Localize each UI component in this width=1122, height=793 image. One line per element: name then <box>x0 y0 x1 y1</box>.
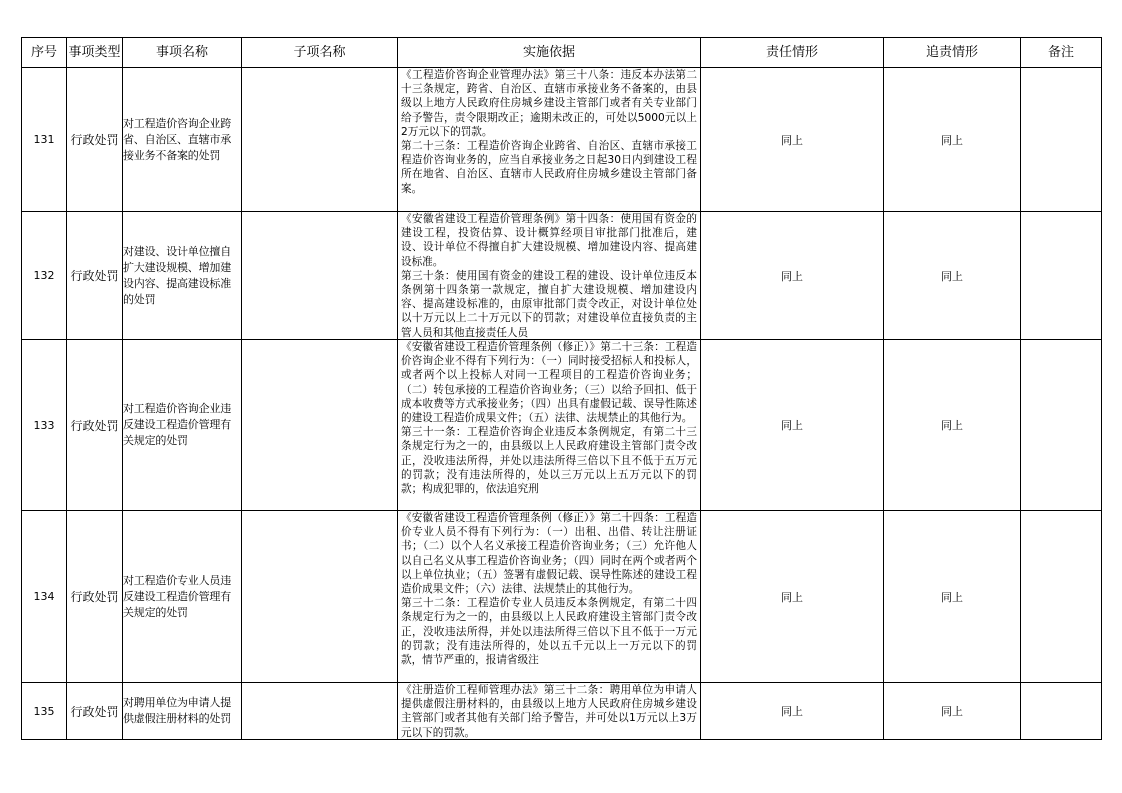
header-account: 追责情形 <box>884 38 1021 68</box>
table-row <box>22 68 1102 212</box>
row-no: 134 <box>22 511 67 683</box>
row-item-name: 对建设、设计单位擅自扩大建设规模、增加建设内容、提高建设标准的处罚 <box>123 212 242 340</box>
row-note <box>1021 68 1102 212</box>
row-account: 同上 <box>884 68 1021 212</box>
row-note <box>1021 511 1102 683</box>
row-no: 132 <box>22 212 67 340</box>
row-sub-name <box>242 683 398 740</box>
row-item-name: 对工程造价专业人员违反建设工程造价管理有关规定的处罚 <box>123 511 242 683</box>
header-sub: 子项名称 <box>242 38 398 68</box>
row-account: 同上 <box>884 212 1021 340</box>
header-name: 事项名称 <box>123 38 242 68</box>
header-basis: 实施依据 <box>398 38 701 68</box>
row-item-name: 对工程造价咨询企业违反建设工程造价管理有关规定的处罚 <box>123 340 242 511</box>
row-basis-cell <box>398 511 701 683</box>
row-account: 同上 <box>884 511 1021 683</box>
row-sub-name <box>242 340 398 511</box>
table-row <box>22 683 1102 740</box>
row-type: 行政处罚 <box>67 68 123 212</box>
row-type: 行政处罚 <box>67 340 123 511</box>
row-duty: 同上 <box>701 212 884 340</box>
row-no: 131 <box>22 68 67 212</box>
row-note <box>1021 683 1102 740</box>
row-no: 133 <box>22 340 67 511</box>
row-sub-name <box>242 511 398 683</box>
table-row <box>22 340 1102 511</box>
row-type: 行政处罚 <box>67 212 123 340</box>
row-note <box>1021 340 1102 511</box>
row-duty: 同上 <box>701 683 884 740</box>
table-row <box>22 511 1102 683</box>
row-basis-cell <box>398 683 701 740</box>
row-sub-name <box>242 212 398 340</box>
row-basis-cell <box>398 68 701 212</box>
row-type: 行政处罚 <box>67 511 123 683</box>
row-duty: 同上 <box>701 68 884 212</box>
row-duty: 同上 <box>701 511 884 683</box>
row-account: 同上 <box>884 340 1021 511</box>
row-basis: 《安徽省建设工程造价管理条例（修正）》第二十四条：工程造价专业人员不得有下列行为：（一）出租、出借、转让注册证书；（二）以个人名义承接工程造价咨询业务；（三）允许他人以自己名义从事工程造价咨询业务；（四）同时在两个或者两个以上单位执业；（五）签署有虚假记载、误导性陈述的建设工程造价成果文件；（六）法律、法规禁止的其他行为。 第三十二条：工程造价专业人员违反本条例规定，有第二十四条规定行为之一的，由县级以上人民政府建设主管部门责令改正，没收违法所得，并处以违法所得三倍以下且不低于一万元的罚款；没有违法所得的，处以五千元以上一万元以下的罚款，情节严重的，报请省级注 <box>401 512 697 667</box>
row-duty: 同上 <box>701 340 884 511</box>
table-row <box>22 212 1102 340</box>
row-account: 同上 <box>884 683 1021 740</box>
row-basis: 《安徽省建设工程造价管理条例（修正）》第二十三条：工程造价咨询企业不得有下列行为：（一）同时接受招标人和投标人，或者两个以上投标人对同一工程项目的工程造价咨询业务；（二）转包承接的工程造价咨询业务；（三）以给予回扣、低于成本收费等方式承接业务；（四）出具有虚假记载、误导性陈述的建设工程造价成果文件；（五）法律、法规禁止的其他行为。 第三十一条：工程造价咨询企业违反本条例规定，有第二十三条规定行为之一的，由县级以上人民政府建设主管部门责令改正，没收违法所得，并处以违法所得三倍以下且不低于五万元的罚款；没有违法所得的，处以三万元以上五万元以下的罚款；构成犯罪的，依法追究刑 <box>401 341 697 496</box>
row-basis: 《注册造价工程师管理办法》第三十二条：聘用单位为申请人提供虚假注册材料的，由县级以上地方人民政府住房城乡建设主管部门或者其他有关部门给予警告，并可处以1万元以上3万元以下的罚款。 <box>401 684 697 738</box>
header-duty: 责任情形 <box>701 38 884 68</box>
row-basis-cell <box>398 340 701 511</box>
row-type: 行政处罚 <box>67 683 123 740</box>
row-basis: 《安徽省建设工程造价管理条例》第十四条：使用国有资金的建设工程，投资估算、设计概算经项目审批部门批准后，建设、设计单位不得擅自扩大建设规模、增加建设内容、提高建设标准。 第三十条：使用国有资金的建设工程的建设、设计单位违反本条例第十四条第一款规定，擅自扩大建设规模、增加建设内容、提高建设标准的，由原审批部门责令改正，对设计单位处以十万元以上二十万元以下的罚款；对建设单位直接负责的主管人员和其他直接责任人员 <box>401 213 697 338</box>
header-no: 序号 <box>22 38 67 68</box>
row-no: 135 <box>22 683 67 740</box>
table-header-row <box>22 38 1102 68</box>
row-basis: 《工程造价咨询企业管理办法》第三十八条：违反本办法第二十三条规定，跨省、自治区、直辖市承接业务不备案的，由县级以上地方人民政府住房城乡建设主管部门或者有关专业部门给予警告，责令限期改正；逾期未改正的，可处以5000元以上2万元以下的罚款。 第二十三条：工程造价咨询企业跨省、自治区、直辖市承接工程造价咨询业务的，应当自承接业务之日起30日内到建设工程所在地省、自治区、直辖市人民政府住房城乡建设主管部门备案。 <box>401 69 697 195</box>
header-note: 备注 <box>1021 38 1102 68</box>
row-item-name: 对聘用单位为申请人提供虚假注册材料的处罚 <box>123 683 242 740</box>
header-type: 事项类型 <box>67 38 123 68</box>
row-note <box>1021 212 1102 340</box>
row-sub-name <box>242 68 398 212</box>
row-item-name: 对工程造价咨询企业跨省、自治区、直辖市承接业务不备案的处罚 <box>123 68 242 212</box>
enforcement-items-table <box>21 37 1102 740</box>
row-basis-cell <box>398 212 701 340</box>
